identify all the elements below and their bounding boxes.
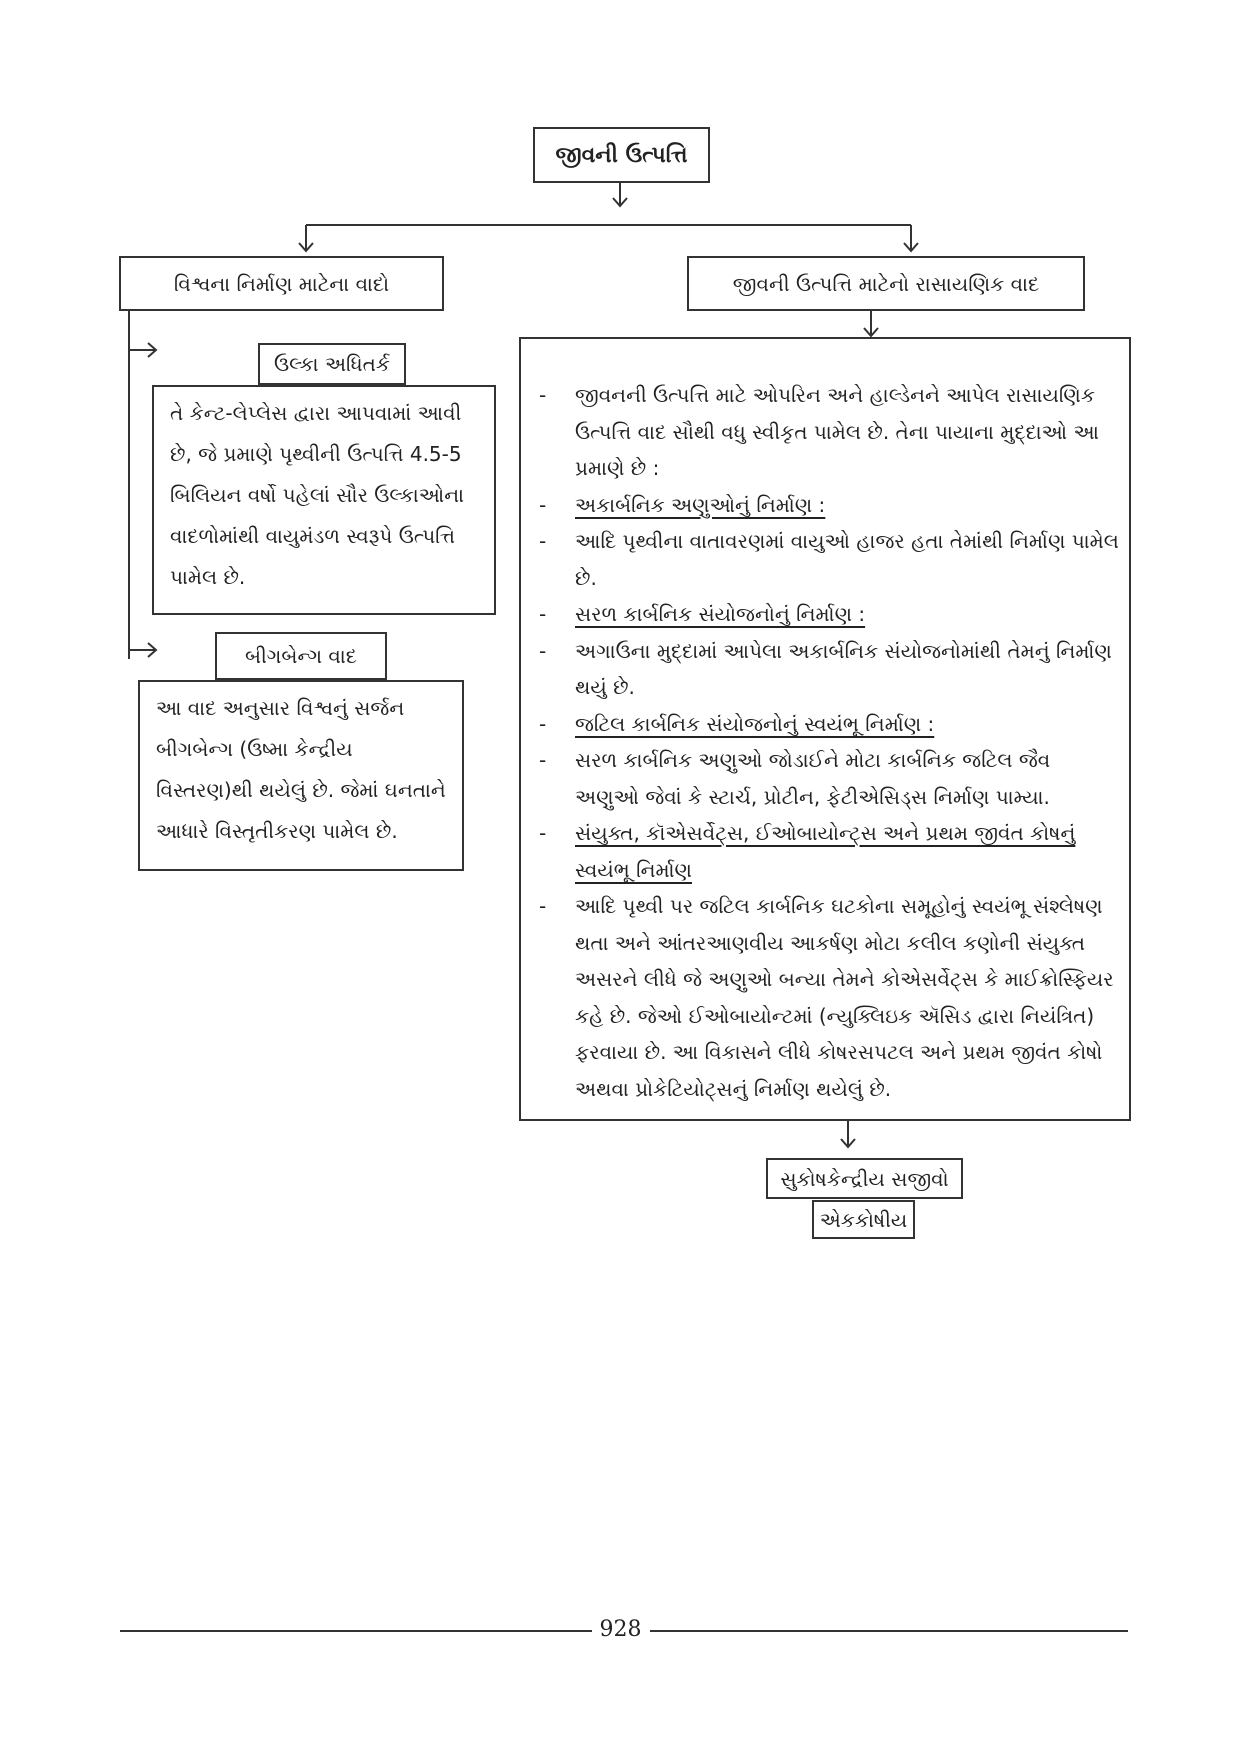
list-heading: - સરળ કાર્બનિક સંયોજનોનું નિર્માણ : bbox=[539, 602, 866, 626]
list-heading: - જટિલ કાર્બનિક સંયોજનોનું સ્વયંભૂ નિર્માણ : bbox=[539, 711, 935, 736]
theory2-label-box bbox=[215, 632, 387, 680]
theory1-text-box bbox=[152, 385, 496, 615]
theory1-label: ઉલ્કા અધિતર્ક bbox=[274, 352, 390, 376]
right-heading-box bbox=[687, 256, 1085, 311]
left-heading: વિશ્વના નિર્માણ માટેના વાદો bbox=[173, 271, 390, 296]
list-heading: - સંયુક્ત, કૉએસર્વેટ્સ, ઈઓબાયોન્ટ્સ અને પ્રથમ જીવંત કોષનું સ્વયંભૂ નિર્માણ bbox=[539, 821, 1076, 882]
page-number: 928 bbox=[599, 1617, 642, 1642]
list-item: - આદિ પૃથ્વી પર જટિલ કાર્બનિક ઘટકોના સમૂહોનું સ્વયંભૂ સંશ્લેષણ થતા અને આંતરઆણવીય આકર્ષણ મોટા કલીલ કણોની સંયુક્ત અસરને લીધે જે અણુઓ બન્યા તેમને કોએસર્વેટ્સ કે માઈક્રોસ્ફિયર કહે છે. જેઓ ઈઓબાયોન્ટમાં (ન્યુક્લિઇક ઍસિડ દ્વારા નિયંત્રિત) ફરવાયા છે. આ વિકાસને લીધે કોષરસપટલ અને પ્રથમ જીવંત કોષો અથવા પ્રોકેટિયોટ્સનું નિર્માણ થયેલું છે. bbox=[539, 894, 1114, 1101]
left-heading-box bbox=[119, 256, 444, 311]
result1-box bbox=[766, 1158, 963, 1199]
theory1-text: તે કેન્ટ-લેપ્લેસ દ્વારા આપવામાં આવી છે, જે પ્રમાણે પૃથ્વીની ઉત્પત્તિ 4.5-5 બિલિયન વર્ષો પહેલાં સૌર ઉલ્કાઓના વાદળોમાંથી વાયુમંડળ સ્વરૂપે ઉત્પત્તિ પામેલ છે. bbox=[170, 401, 465, 589]
result1-label: સુકોષકેન્દ્રીય સજીવો bbox=[780, 1166, 949, 1191]
theory1-label-box bbox=[258, 343, 406, 385]
list-heading: - અકાર્બનિક અણુઓનું નિર્માણ : bbox=[539, 492, 826, 517]
result2-box bbox=[812, 1200, 915, 1239]
root-title: જીવની ઉત્પત્તિ bbox=[555, 142, 688, 168]
right-heading: જીવની ઉત્પત્તિ માટેનો રાસાયણિક વાદ bbox=[732, 271, 1040, 296]
list-item: - સરળ કાર્બનિક અણુઓ જોડાઈને મોટા કાર્બનિક જટિલ જૈવ અણુઓ જેવાં કે સ્ટાર્ચ, પ્રોટીન, ફેટીએસિડ્સ નિર્માણ પામ્યા. bbox=[539, 748, 1051, 809]
theory2-label: બીગબેન્ગ વાદ bbox=[245, 644, 357, 668]
result2-label: એકકોષીય bbox=[819, 1207, 908, 1232]
list-item: - જીવનની ઉત્પત્તિ માટે ઓપરિન અને હાલ્ડેનને આપેલ રાસાયણિક ઉત્પત્તિ વાદ સૌથી વધુ સ્વીકૃત પામેલ છે. તેના પાયાના મુદ્દાઓ આ પ્રમાણે છે : bbox=[539, 383, 1099, 480]
chemical-theory-list bbox=[539, 377, 1119, 1107]
chemical-theory-box bbox=[519, 337, 1131, 1121]
list-item: - આદિ પૃથ્વીના વાતાવરણમાં વાયુઓ હાજર હતા તેમાંથી નિર્માણ પામેલ છે. bbox=[539, 529, 1119, 590]
theory2-text: આ વાદ અનુસાર વિશ્વનું સર્જન બીગબેન્ગ (ઉષ્મા કેન્દ્રીય વિસ્તરણ)થી થયેલું છે. જેમાં ઘનતાને આધારે વિસ્તૃતીકરણ પામેલ છે. bbox=[156, 696, 446, 843]
theory2-text-box bbox=[138, 680, 464, 871]
list-item: - અગાઉના મુદ્દામાં આપેલા અકાર્બનિક સંયોજનોમાંથી તેમનું નિર્માણ થયું છે. bbox=[539, 638, 1112, 699]
root-title-box bbox=[533, 127, 710, 183]
